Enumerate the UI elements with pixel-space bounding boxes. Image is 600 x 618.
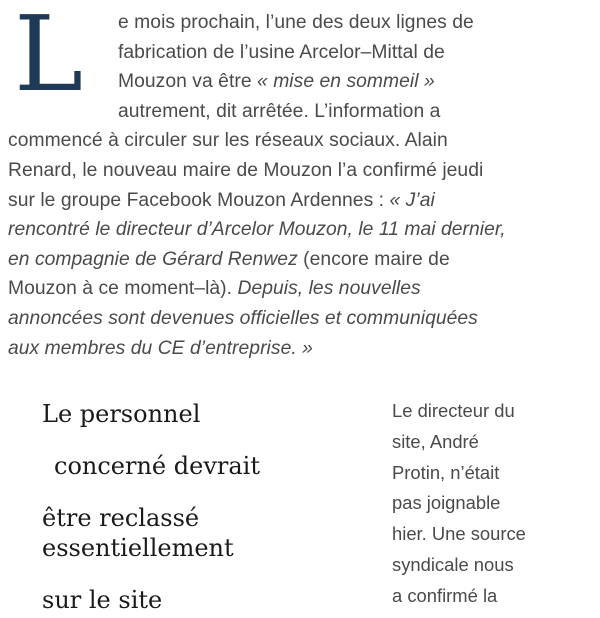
article-text-run: fabrication de l’usine Arcelor–Mittal de (118, 41, 445, 63)
article-quote-run: « J’ai (389, 189, 435, 211)
side-column-line: site, André (392, 430, 479, 452)
article-text-run: Mouzon va être (118, 71, 258, 93)
article-text-run: commencé à circuler sur les réseaux sociaux. Alain (8, 130, 448, 152)
side-column-line: Protin, n’était (392, 461, 500, 483)
article-line (8, 215, 592, 245)
article-line (8, 186, 592, 216)
side-column (392, 396, 592, 612)
article-line (8, 304, 592, 334)
pull-quote-line: être reclassé (42, 504, 200, 532)
article-line (8, 126, 592, 156)
article-quote-run: Depuis, les nouvelles (237, 278, 421, 300)
side-column-line: pas joignable (392, 492, 501, 514)
article-text-run: sur le groupe Facebook Mouzon Ardennes : (8, 189, 390, 211)
side-column-line: hier. Une source (392, 523, 526, 545)
article-body (8, 0, 592, 363)
article-quote-run: « mise en sommeil » (257, 71, 435, 93)
pull-quote-line: concerné devrait (54, 452, 260, 480)
article-line (8, 245, 592, 275)
pull-quote-line: Le personnel (42, 400, 201, 428)
article-quote-run: en compagnie de Gérard Renwez (8, 248, 298, 270)
side-column-line: syndicale nous (392, 553, 514, 575)
drop-cap: L (14, 0, 84, 115)
pull-quote-line: essentiellement (42, 534, 234, 562)
article-line (8, 156, 592, 186)
side-column-line: Le directeur du (392, 400, 515, 421)
article-text-run: e mois prochain, l’une des deux lignes de (118, 12, 474, 33)
article-text-run: autrement, dit arrêtée. L’information a (118, 100, 441, 122)
pull-quote-line: sur le site (42, 586, 163, 614)
article-text-run: (encore maire de (297, 248, 450, 270)
side-column-line: a confirmé la (392, 584, 498, 606)
article-quote-run: rencontré le directeur d’Arcelor Mouzon, le 11 mai dernier, (8, 219, 506, 241)
article-text-run: Mouzon à ce moment–là). (8, 278, 238, 300)
article-line (8, 274, 592, 304)
article-quote-run: aux membres du CE d’entreprise. » (8, 337, 313, 359)
article-line (8, 334, 592, 364)
article-text-run: Renard, le nouveau maire de Mouzon l’a confirmé jeudi (8, 159, 484, 181)
article-quote-run: annoncées sont devenues officielles et communiquées (8, 307, 478, 329)
lower-section (0, 392, 600, 618)
